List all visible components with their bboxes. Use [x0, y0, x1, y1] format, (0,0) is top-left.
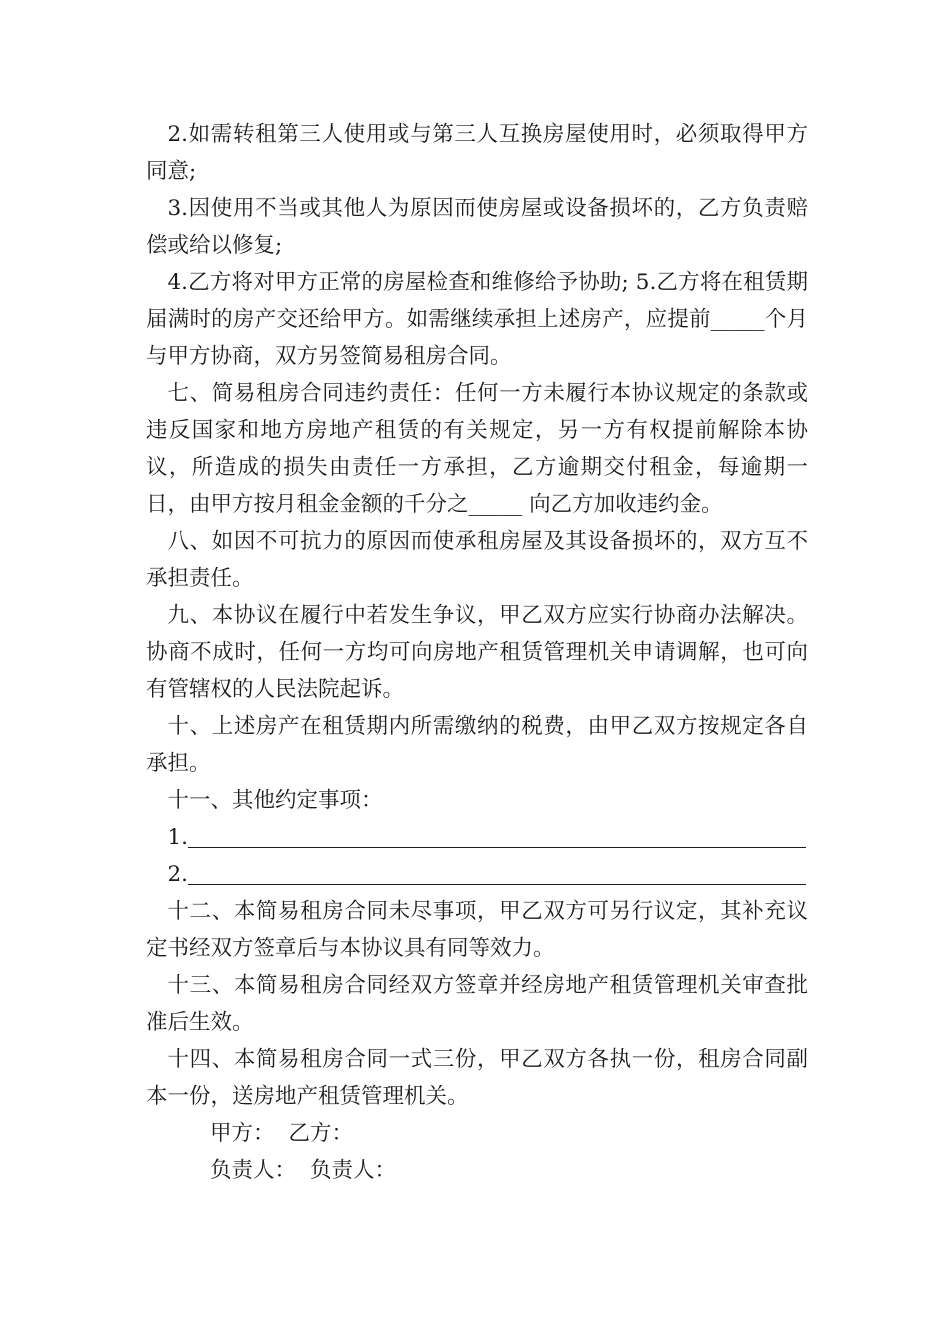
clause-2-sublet: 2.如需转租第三人使用或与第三人互换房屋使用时，必须取得甲方同意;: [146, 122, 808, 184]
clause-14-copies: 十四、本简易租房合同一式三份，甲乙双方各执一份，租房合同副本一份，送房地产租赁管理机关。: [146, 1047, 808, 1109]
clause-13-effective: 十三、本简易租房合同经双方签章并经房地产租赁管理机关审查批准后生效。: [146, 973, 808, 1035]
fill-in-line: [188, 862, 806, 885]
signature-representatives: [146, 1152, 808, 1189]
signature-parties: [146, 1115, 808, 1152]
clause-12-supplement: 十二、本简易租房合同未尽事项，甲乙双方可另行议定，其补充议定书经双方签章后与本协议具有同等效力。: [146, 899, 808, 961]
clause-4-5-inspection-return: 4.乙方将对甲方正常的房屋检查和维修给予协助; 5.乙方将在租赁期届满时的房产交还给甲方。如需继续承担上述房产，应提前_____个月与甲方协商，双方另签简易租房合同。: [146, 270, 808, 369]
blank-item-1: [146, 819, 808, 856]
blank-item-number: 2.: [167, 862, 189, 887]
clause-3-damage: 3.因使用不当或其他人为原因而使房屋或设备损坏的，乙方负责赔偿或给以修复;: [146, 196, 808, 258]
rep-a-label: 负责人：: [210, 1158, 297, 1183]
clause-10-taxes: 十、上述房产在租赁期内所需缴纳的税费，由甲乙双方按规定各自承担。: [146, 714, 808, 776]
contract-page: [146, 116, 808, 1189]
clause-8-force-majeure: 八、如因不可抗力的原因而使承租房屋及其设备损坏的，双方互不承担责任。: [146, 529, 808, 591]
party-b-label: 乙方：: [288, 1121, 354, 1146]
party-a-label: 甲方：: [210, 1121, 275, 1146]
clause-9-dispute: 九、本协议在履行中若发生争议，甲乙双方应实行协商办法解决。协商不成时，任何一方均可向房地产租赁管理机关申请调解，也可向有管辖权的人民法院起诉。: [146, 603, 808, 702]
clause-11-other-terms: 十一、其他约定事项：: [167, 788, 383, 813]
blank-item-number: 1.: [167, 825, 189, 850]
rep-b-label: 负责人：: [310, 1158, 397, 1183]
blank-item-2: [146, 856, 808, 893]
clause-7-breach: 七、简易租房合同违约责任：任何一方未履行本协议规定的条款或违反国家和地方房地产租赁的有关规定，另一方有权提前解除本协议，所造成的损失由责任一方承担，乙方逾期交付租金，每逾期一日，由甲方按月租金金额的千分之_____ 向乙方加收违约金。: [146, 381, 808, 517]
fill-in-line: [188, 825, 806, 848]
